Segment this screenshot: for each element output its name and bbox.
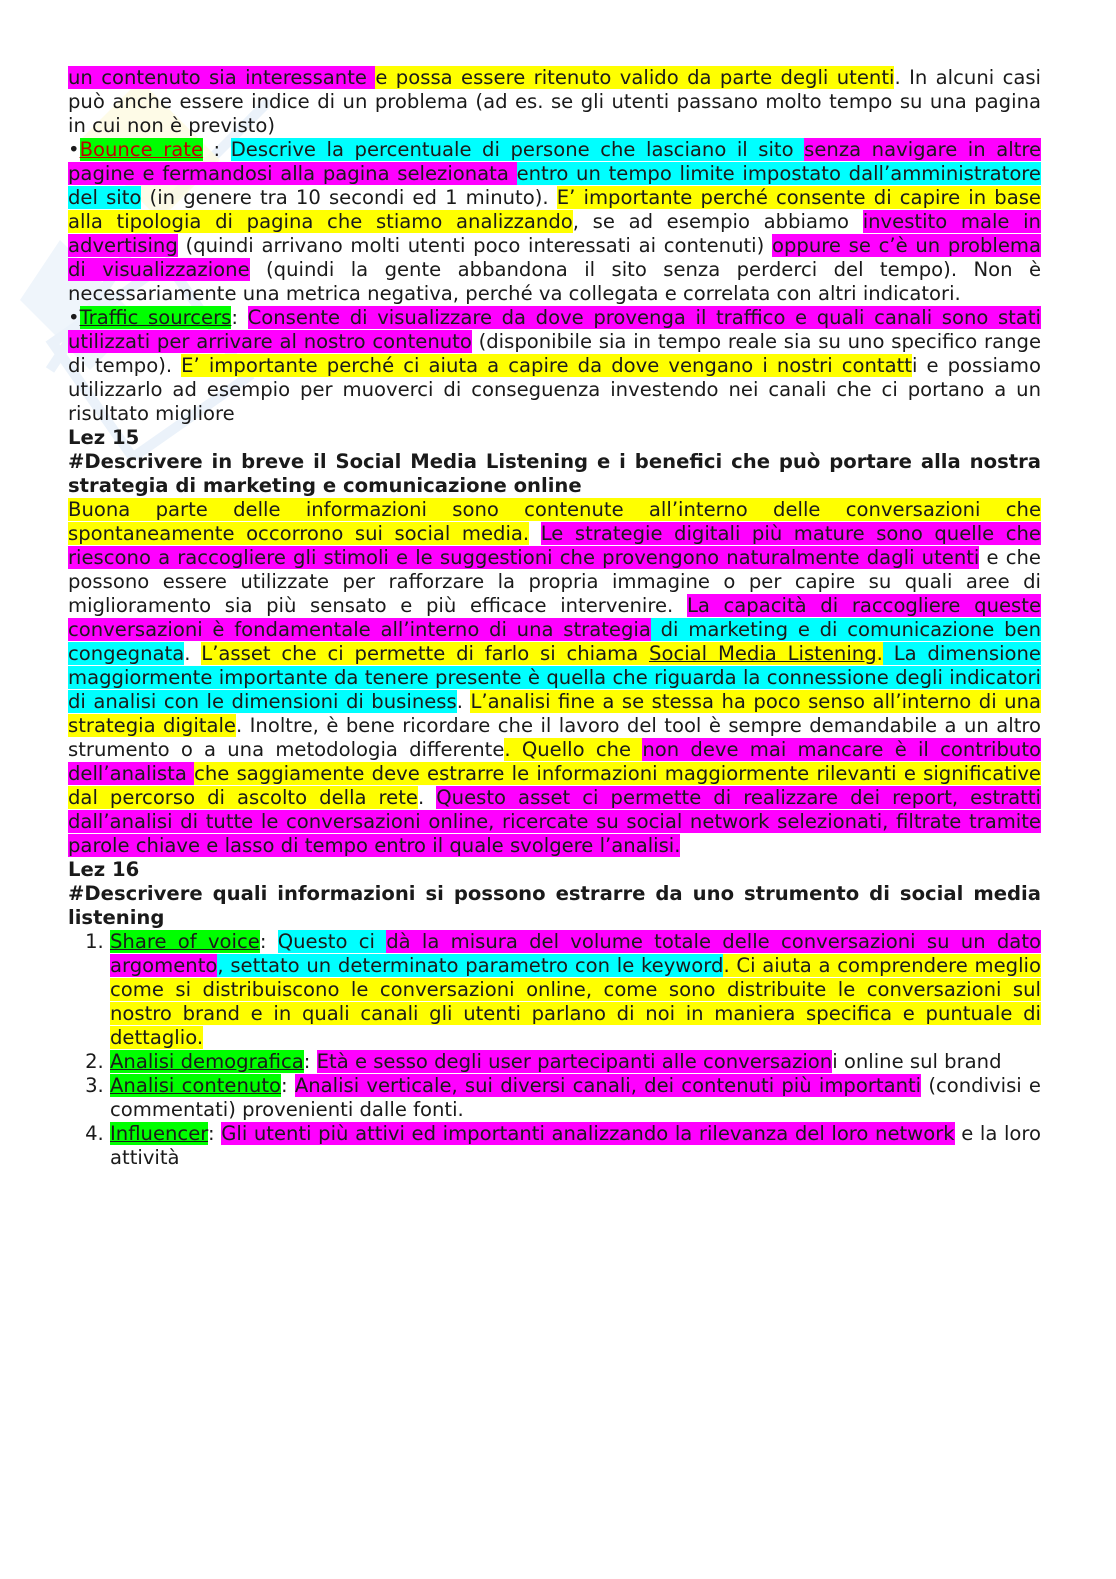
term-analisi-demografica: Analisi demografica bbox=[110, 1050, 304, 1073]
paragraph-intro: un contenuto sia interessante e possa essere ritenuto valido da parte degli utenti. In alcuni casi può anche essere indice di un problema (ad es. se gli utenti passano molto tempo su una pagina in cui non è previsto) bbox=[68, 66, 1042, 137]
paragraph-traffic-sources: •Traffic sourcers: Consente di visualizzare da dove provenga il traffico e quali canali sono stati utilizzati per arrivare al nostro contenuto (disponibile sia in tempo reale sia su uno specifico range di tempo). E’ importante perché ci aiuta a capire da dove vengano i nostri contatti e possiamo utilizzarlo ad esempio per muoverci di conseguenza investendo nei canali che ci portano a un risultato migliore bbox=[68, 306, 1041, 425]
list-item: 4. Influencer: Gli utenti più attivi ed importanti analizzando la rilevanza del loro network e la loro attività bbox=[110, 1122, 1041, 1170]
term-share-of-voice: Share of voice bbox=[110, 930, 260, 953]
lesson-16-question: #Descrivere quali informazioni si possono estrarre da uno strumento di social media listening bbox=[68, 882, 1041, 929]
document-page bbox=[68, 66, 1041, 1170]
paragraph-bounce-rate: •Bounce rate : Descrive la percentuale di persone che lasciano il sito senza navigare in altre pagine e fermandosi alla pagina selezionata entro un tempo limite impostato dall’amministratore del sito (in genere tra 10 secondi ed 1 minuto). E’ importante perché consente di capire in base alla tipologia di pagina che stiamo analizzando, se ad esempio abbiamo investito male in advertising (quindi arrivano molti utenti poco interessati ai contenuti) oppure se c’è un problema di visualizzazione (quindi la gente abbandona il sito senza perderci del tempo). Non è necessariamente una metrica negativa, perché va collegata e correlata con altri indicatori. bbox=[68, 138, 1042, 305]
list-item: 1. Share of voice: Questo ci dà la misura del volume totale delle conversazioni su un dato argomento, settato un determinato parametro con le keyword. Ci aiuta a comprendere meglio come si distribuiscono le conversazioni online, come sono distribuite le conversazioni sul nostro brand e in quali canali gli utenti parlano di noi in maniera specifica e puntuale di dettaglio. bbox=[110, 930, 1041, 1050]
term-analisi-contenuto: Analisi contenuto bbox=[110, 1074, 281, 1097]
term-social-media-listening: Social Media Listening bbox=[649, 642, 877, 665]
listening-info-list bbox=[68, 930, 1041, 1170]
term-influencer: Influencer bbox=[110, 1122, 208, 1145]
lesson-15-title: Lez 15 bbox=[68, 426, 140, 449]
term-bounce-rate: Bounce rate bbox=[79, 138, 204, 161]
lesson-16-title: Lez 16 bbox=[68, 858, 140, 881]
list-item: 3. Analisi contenuto: Analisi verticale, sui diversi canali, dei contenuti più importanti (condivisi e commentati) provenienti dalle fonti. bbox=[110, 1074, 1041, 1122]
term-traffic-sourcers: Traffic sourcers bbox=[79, 306, 232, 329]
paragraph-social-media-listening: Buona parte delle informazioni sono contenute all’interno delle conversazioni che spontaneamente occorrono sui social media. Le strategie digitali più mature sono quelle che riescono a raccogliere gli stimoli e le suggestioni che provengono naturalmente dagli utenti e che possono essere utilizzate per rafforzare la propria immagine o per capire su quali aree di miglioramento sia più sensato e più efficace intervenire. La capacità di raccogliere queste conversazioni è fondamentale all’interno di una strategia di marketing e di comunicazione ben congegnata. L’asset che ci permette di farlo si chiama Social Media Listening. La dimensione maggiormente importante da tenere presente è quella che riguarda la connessione degli indicatori di analisi con le dimensioni di business. L’analisi fine a se stessa ha poco senso all’interno di una strategia digitale. Inoltre, è bene ricordare che il lavoro del tool è sempre demandabile a un altro strumento o a una metodologia differente. Quello che non deve mai mancare è il contributo dell’analista che saggiamente deve estrarre le informazioni maggiormente rilevanti e significative dal percorso di ascolto della rete. Questo asset ci permette di realizzare dei report, estratti dall’analisi di tutte le conversazioni online, ricercate su social network selezionati, filtrate tramite parole chiave e lasso di tempo entro il quale svolgere l’analisi. bbox=[68, 498, 1042, 857]
list-item: 2. Analisi demografica: Età e sesso degli user partecipanti alle conversazioni online sul brand bbox=[110, 1050, 1041, 1074]
lesson-15-question: #Descrivere in breve il Social Media Listening e i benefici che può portare alla nostra strategia di marketing e comunicazione online bbox=[68, 450, 1041, 497]
